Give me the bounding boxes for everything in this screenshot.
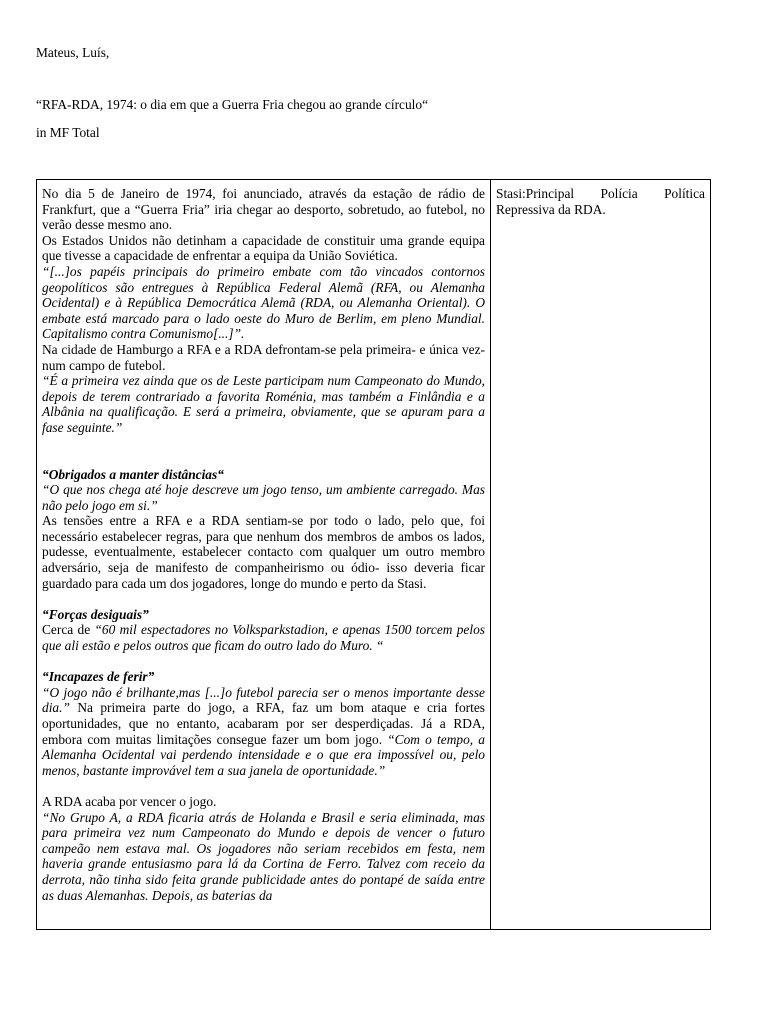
paragraph-intro: No dia 5 de Janeiro de 1974, foi anunciado, através da estação de rádio de Frankfurt, que a “Guerra Fria” iria chegar ao desporto, sobretudo, ao futebol, no verão desse mesmo ano. bbox=[42, 186, 485, 233]
heading-distances: “Obrigados a manter distâncias“ bbox=[42, 466, 224, 482]
author-line: Mateus, Luís, bbox=[36, 45, 110, 60]
heading-unequal-forces: “Forças desiguais” bbox=[42, 606, 149, 622]
quote-tense-game: “O que nos chega até hoje descreve um jogo tenso, um ambiente carregado. Mas não pelo jogo em si.” bbox=[42, 482, 485, 513]
article-title: “RFA-RDA, 1974: o dia em que a Guerra Fria chegou ao grande círculo“ bbox=[36, 97, 429, 112]
spectators-lead: Cerca de bbox=[42, 622, 95, 638]
paragraph-match bbox=[42, 685, 485, 779]
paragraph-hamburg: Na cidade de Hamburgo a RFA e a RDA defrontam-se pela primeira- e única vez- num campo de futebol. bbox=[42, 341, 485, 373]
spectators-quote: “60 mil espectadores no Volksparkstadion, e apenas 1500 torcem pelos que ali estão e pelos outros que ficam do outro lado do Muro. “ bbox=[42, 622, 485, 654]
side-note-stasi: Stasi:Principal Polícia Política Repressiva da RDA. bbox=[496, 186, 705, 217]
paragraph-spectators bbox=[42, 622, 485, 653]
paragraph-usa: Os Estados Unidos não detinham a capacidade de constituir uma grande equipa que tivesse a capacidade de enfrentar a equipa da União Soviética. bbox=[42, 232, 485, 264]
match-quote-2: “Com o tempo, a Alemanha Ocidental vai perdendo intensidade e o que era impossível ou, pelo menos, bastante improvável tem a sua janela de oportunidade.” bbox=[42, 731, 485, 778]
heading-unable-to-hurt: “Incapazes de ferir” bbox=[42, 669, 155, 685]
quote-group-a: “No Grupo A, a RDA ficaria atrás de Holanda e Brasil e seria eliminada, mas para primeira vez num Campeonato do Mundo e depois de vencer o futuro campeão nem estava mal. Os jogadores não seriam recebidos em festa, nem haveria grande entusiasmo para lá da Cortina de Ferro. Talvez com receio da derrota, não tinha sido feita grande publicidade antes do pontapé de saída entre as duas Alemanhas. Depois, as baterias da bbox=[42, 809, 485, 903]
match-quote-1: “O jogo não é brilhante,mas [...]o futebol parecia ser o menos importante desse dia.” bbox=[42, 684, 485, 716]
notes-table bbox=[36, 179, 711, 930]
paragraph-result: A RDA acaba por vencer o jogo. bbox=[42, 793, 217, 809]
side-note-cell bbox=[491, 180, 711, 930]
quote-geopolitics: “[...]os papéis principais do primeiro embate com tão vincados contornos geopolíticos são entregues à República Federal Alemã (RFA, ou Alemanha Ocidental) e à República Democrática Alemã (RDA, ou Alemanha Oriental). O embate está marcado para o lado oeste do Muro de Berlim, em pleno Mundial. Capitalismo contra Comunismo[...]”. bbox=[42, 263, 485, 342]
source-line: in MF Total bbox=[36, 125, 100, 140]
main-text-cell bbox=[37, 180, 491, 930]
match-text: Na primeira parte do jogo, a RFA, faz um bom ataque e cria fortes oportunidades, que no entanto, acabaram por ser desperdiçadas. Já a RDA, embora com muitas limitações consegue fazer um bom jogo. bbox=[42, 700, 485, 747]
notes-row bbox=[37, 180, 711, 930]
paragraph-tensions: As tensões entre a RFA e a RDA sentiam-se por todo o lado, pelo que, foi necessário estabelecer regras, para que nenhum dos membros de ambos os lados, pudesse, eventualmente, estabelecer contacto com qualquer um outro membro adversário, seja de manifesto de companheirismo ou ódio- isso deveria ficar guardado para cada um dos jogadores, longe do mundo e perto da Stasi. bbox=[42, 513, 485, 591]
quote-first-time: “É a primeira vez ainda que os de Leste participam num Campeonato do Mundo, depois de terem contrariado a favorita Roménia, mas também a Finlândia e a Albânia na qualificação. E será a primeira, obviamente, que se apuram para a fase seguinte.” bbox=[42, 373, 485, 435]
